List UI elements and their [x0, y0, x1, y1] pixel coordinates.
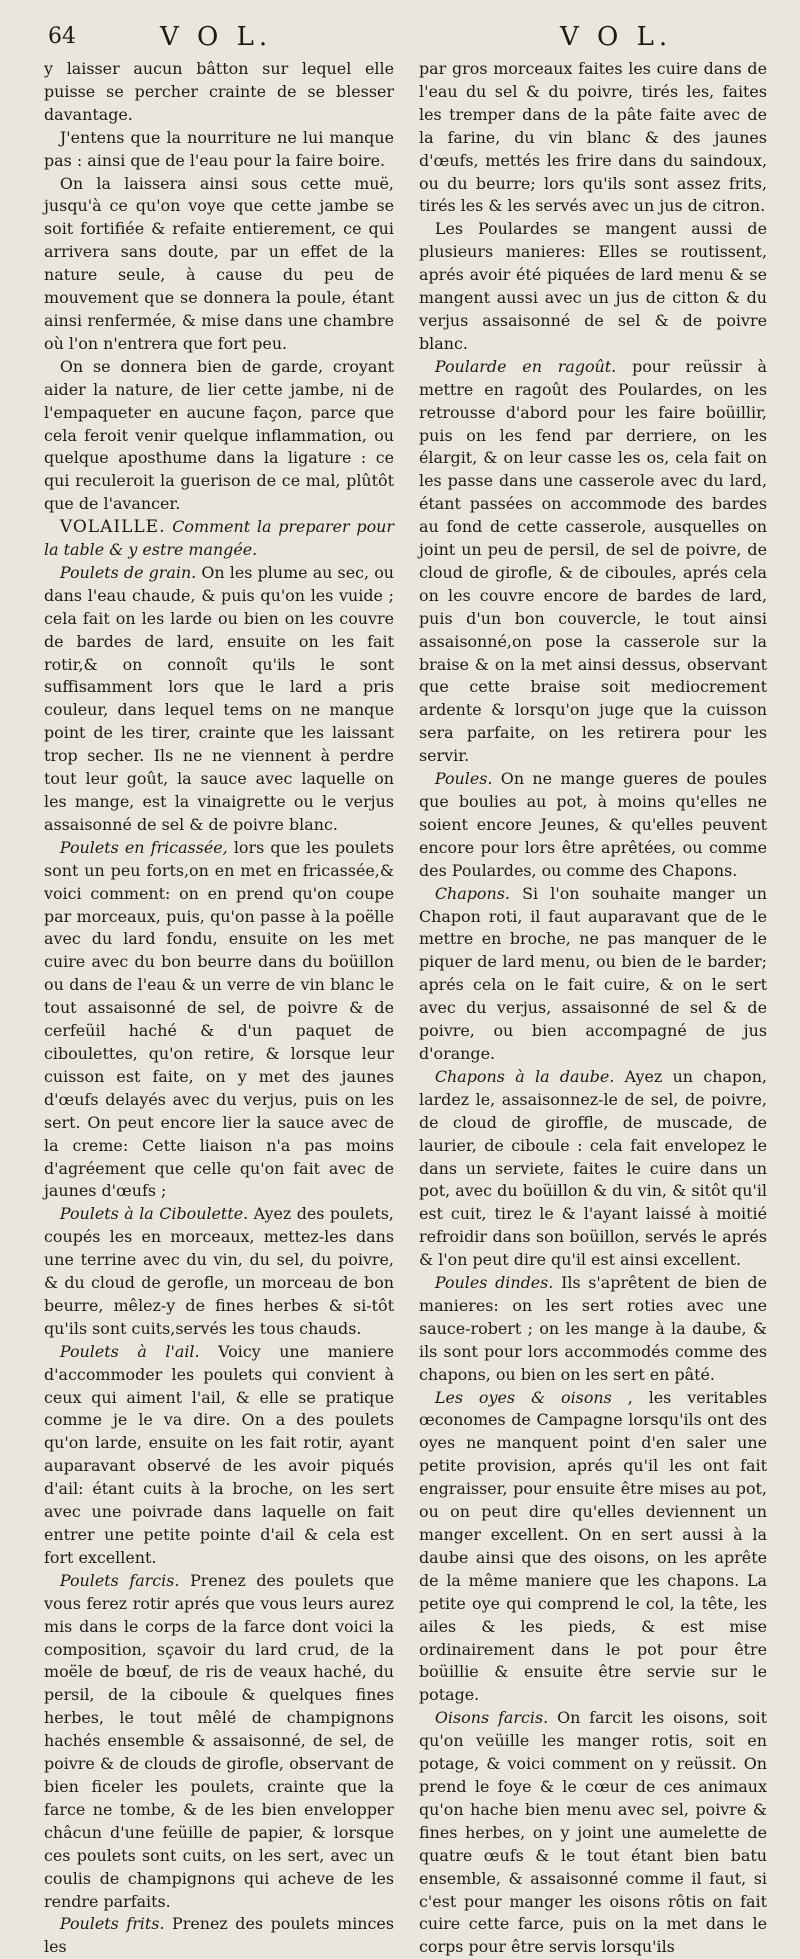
paragraph [419, 768, 767, 883]
paragraph-text: On ne mange gueres de poules que boulies au pot, à moins qu'elles ne soient encore Jeunes, & qu'elles peuvent encore pour lors être aprêtées, ou comme des Poulardes, ou comme des Chapons. [419, 769, 767, 880]
entry-headword: Poularde en ragoût. [434, 356, 617, 376]
paragraph-text: lors que les poulets sont un peu forts,on en met en fricassée,& voici comment: on en prend qu'on coupe par morceaux, puis, qu'on passe à la poëlle avec du lard fondu, ensuite on les met cuire avec du bon beurre dans du boüillon ou dans de l'eau & un verre de vin blanc le tout assaisonné de sel, de poivre & de cerfeüil haché & d'un paquet de ciboulettes, qu'on retire, & lorsque leur cuisson est faite, on y met des jaunes d'œufs delayés avec du verjus, puis on les sert. On peut encore lier la sauce avec de la creme: Cette liaison n'a pas moins d'agréement que celle qu'on fait avec de jaunes d'œufs ; [44, 837, 394, 1201]
paragraph [44, 127, 394, 173]
paragraph [419, 58, 767, 218]
entry-headword: Poules. [434, 769, 493, 789]
section-heading: VOLAILLE. [59, 517, 166, 538]
paragraph-text: Voicy une maniere d'accommoder les poulets qui convient à ceux qui aiment l'ail, & elle se pratique comme je le va dire. On a des poulets qu'on larde, ensuite on les fait rotir, ayant auparavant observé de les avoir piqués d'ail: étant cuits à la broche, on les sert avec une poivrade dans laquelle on fait entrer une petite pointe d'ail & cela est fort excellent. [44, 1341, 395, 1567]
entry-headword: Poulets à la Ciboulette. [59, 1204, 249, 1224]
paragraph [419, 218, 767, 355]
page-number: 64 [48, 24, 76, 49]
paragraph [419, 1066, 767, 1272]
paragraph-text: Ayez des poulets, coupés les en morceaux, mettez-les dans une terrine avec du vin, du sel, du poivre, & du cloud de gerofle, un morceau de bon beurre, mêlez-y de fines herbes & si-tôt qu'ils sont cuits,servés les tous chauds. [44, 1204, 394, 1338]
paragraph [44, 173, 394, 356]
paragraph [44, 58, 394, 127]
entry-headword: Poulets en fricassée, [59, 837, 228, 857]
paragraph-text: par gros morceaux faites les cuire dans de l'eau du sel & du poivre, tirés les, faites les tremper dans de la pâte faite avec de la farine, du vin blanc & des jaunes d'œufs, mettés les frire dans du saindoux, ou du beurre; lors qu'ils sont assez frits, tirés les & les servés avec un jus de citron. [419, 59, 767, 216]
paragraph [44, 356, 394, 516]
paragraph [44, 516, 394, 562]
page-header [0, 20, 800, 60]
paragraph [419, 1387, 767, 1708]
paragraph [44, 1341, 394, 1570]
running-head-right: V O L. [560, 22, 673, 52]
paragraph [44, 1913, 394, 1959]
paragraph-text: Les Poulardes se mangent aussi de plusieurs manieres: Elles se routissent, aprés avoir été piquées de lard menu & se mangent aussi avec un jus de citton & du verjus assaisonné de sel & de poivre blanc. [419, 219, 767, 353]
paragraph [419, 1707, 767, 1959]
paragraph-text: Ayez un chapon, lardez le, assaisonnez-le de sel, de poivre, de cloud de giroffle, de muscade, de laurier, de ciboule : cela fait envelopez le dans un serviete, faites le cuire dans un pot, avec du boüillon & du vin, & sitôt qu'il est cuit, tirez le & l'ayant laissé à moitié refroidir dans son boüillon, servés le aprés & l'on peut dire qu'il est ainsi excellent. [419, 1066, 767, 1270]
entry-headword: Oisons farcis. [434, 1708, 549, 1728]
entry-headword: Poulets frits. [59, 1914, 165, 1934]
right-column [419, 58, 767, 1957]
entry-headword: Poules dindes. [434, 1273, 554, 1293]
paragraph-text: Si l'on souhaite manger un Chapon roti, il faut auparavant que de le mettre en broche, ne pas manquer de le piquer de lard menu, ou bien de le barder; aprés cela on le fait cuire, & on le sert avec du verjus, assaisonné de sel & de poivre, ou bien accompagné de jus d'orange. [419, 883, 767, 1063]
paragraph-text: Comment la preparer pour la table & y estre mangée. [44, 517, 394, 560]
left-column [44, 58, 395, 1957]
paragraph-text: pour reüssir à mettre en ragoût des Poulardes, on les retrousse d'abord pour les faire boüillir, puis on les fend par derriere, on les élargit, & on leur casse les os, cela fait on les passe dans une casserole avec du lard, étant passées on accommode des bardes au fond de cette casserole, ausquelles on joint un peu de persil, de sel de poivre, de cloud de girofle, & de ciboules, aprés cela on les couvre encore de bardes de lard, puis d'un bon couvercle, le tout ainsi assaisonné,on pose la casserole sur la braise & on la met ainsi dessus, observant que cette braise soit mediocrement ardente & lorsqu'on juge que la cuisson sera parfaite, on les retirera pour les servir. [419, 356, 767, 766]
paragraph-text: On se donnera bien de garde, croyant aider la nature, de lier cette jambe, ni de l'empaqueter en aucune façon, parce que cela feroit venir quelque inflammation, ou quelque aposthume dans la ligature : ce qui reculeroit la guerison de ce mal, plûtôt que de l'avancer. [44, 356, 394, 514]
entry-headword: Poulets de grain. [59, 562, 197, 582]
entry-headword: Poulets farcis. [59, 1570, 180, 1590]
paragraph [419, 1272, 767, 1387]
paragraph-text: y laisser aucun bâtton sur lequel elle puisse se percher crainte de se blesser davantage. [44, 59, 394, 124]
entry-headword: Poulets à l'ail. [59, 1341, 200, 1361]
paragraph-text: J'entens que la nourriture ne lui manque pas : ainsi que de l'eau pour la faire boire. [44, 127, 394, 170]
paragraph-text: Prenez des poulets que vous ferez rotir aprés que vous leurs aurez mis dans le corps de la farce dont voici la composition, sçavoir du lard crud, de la moële de bœuf, de ris de veaux haché, du persil, de la ciboule & quelques fines herbes, le tout mêlé de champignons hachés ensemble & assaisonné, de sel, de poivre & de clouds de girofle, observant de bien ficeler les poulets, crainte que la farce ne tombe, & de les bien envelopper châcun d'une feüille de papier, & lorsque ces poulets sont cuits, on les sert, avec un coulis de champignons qui acheve de les rendre parfaits. [44, 1570, 394, 1911]
paragraph [419, 883, 767, 1066]
paragraph [44, 1203, 394, 1340]
running-head-left: V O L. [160, 22, 273, 52]
paragraph [419, 356, 767, 768]
paragraph-text: On farcit les oisons, soit qu'on veüille les manger rotis, soit en potage, & voici comment on y reüssit. On prend le foye & le cœur de ces animaux qu'on hache bien menu avec sel, poivre & fines herbes, on y joint une aumelette de quatre œufs & le tout étant bien batu ensemble, & assaisonné comme il faut, si c'est pour manger les oisons rôtis on fait cuire cette farce, puis on la met dans le corps pour être servis lorsqu'ils [419, 1708, 767, 1957]
paragraph-text: On les plume au sec, ou dans l'eau chaude, & puis qu'on les vuide ; cela fait on les larde ou bien on les couvre de bardes de lard, ensuite on les fait rotir,& on connoît qu'ils le sont suffisamment lors que le lard a pris couleur, dans lequel tems on ne manque point de les tirer, crainte que les laissant trop secher. Ils ne ne viennent à perdre tout leur goût, la sauce avec laquelle on les mange, est la vinaigrette ou le verjus assaisonné de sel & de poivre blanc. [44, 562, 395, 834]
entry-headword: Chapons. [434, 883, 510, 903]
entry-headword: Chapons à la daube. [434, 1066, 615, 1086]
paragraph-text: Prenez des poulets minces les [44, 1914, 394, 1957]
paragraph-text: Ils s'aprêtent de bien de manieres: on les sert roties avec une sauce-robert ; on les mange à la daube, & ils sont pour lors accommodés comme des chapons, ou bien on les sert en pâté. [419, 1273, 767, 1384]
paragraph-text: On la laissera ainsi sous cette muë, jusqu'à ce qu'on voye que cette jambe se soit fortifiée & refaite entierement, ce qui arrivera sans doute, par un effet de la nature seule, à cause du peu de mouvement que se donnera la poule, étant ainsi renfermée, & mise dans une chambre où l'on n'entrera que fort peu. [44, 173, 394, 353]
entry-headword: Les oyes & oisons [434, 1387, 612, 1407]
paragraph [44, 562, 394, 837]
paragraph [44, 1570, 394, 1914]
paragraph [44, 837, 394, 1204]
paragraph-text: , les veritables œconomes de Campagne lorsqu'ils ont des oyes ne manquent point d'en saler une petite provision, aprés qu'il les ont fait engraisser, pour ensuite être mises au pot, ou on peut dire qu'elles deviennent un manger excellent. On en sert aussi à la daube ainsi que des oisons, on les aprête de la même maniere que les chapons. La petite oye qui comprend le col, la tête, les ailes & les pieds, & est mise ordinairement dans le pot pour être boüillie & ensuite être servie sur le potage. [419, 1387, 767, 1705]
